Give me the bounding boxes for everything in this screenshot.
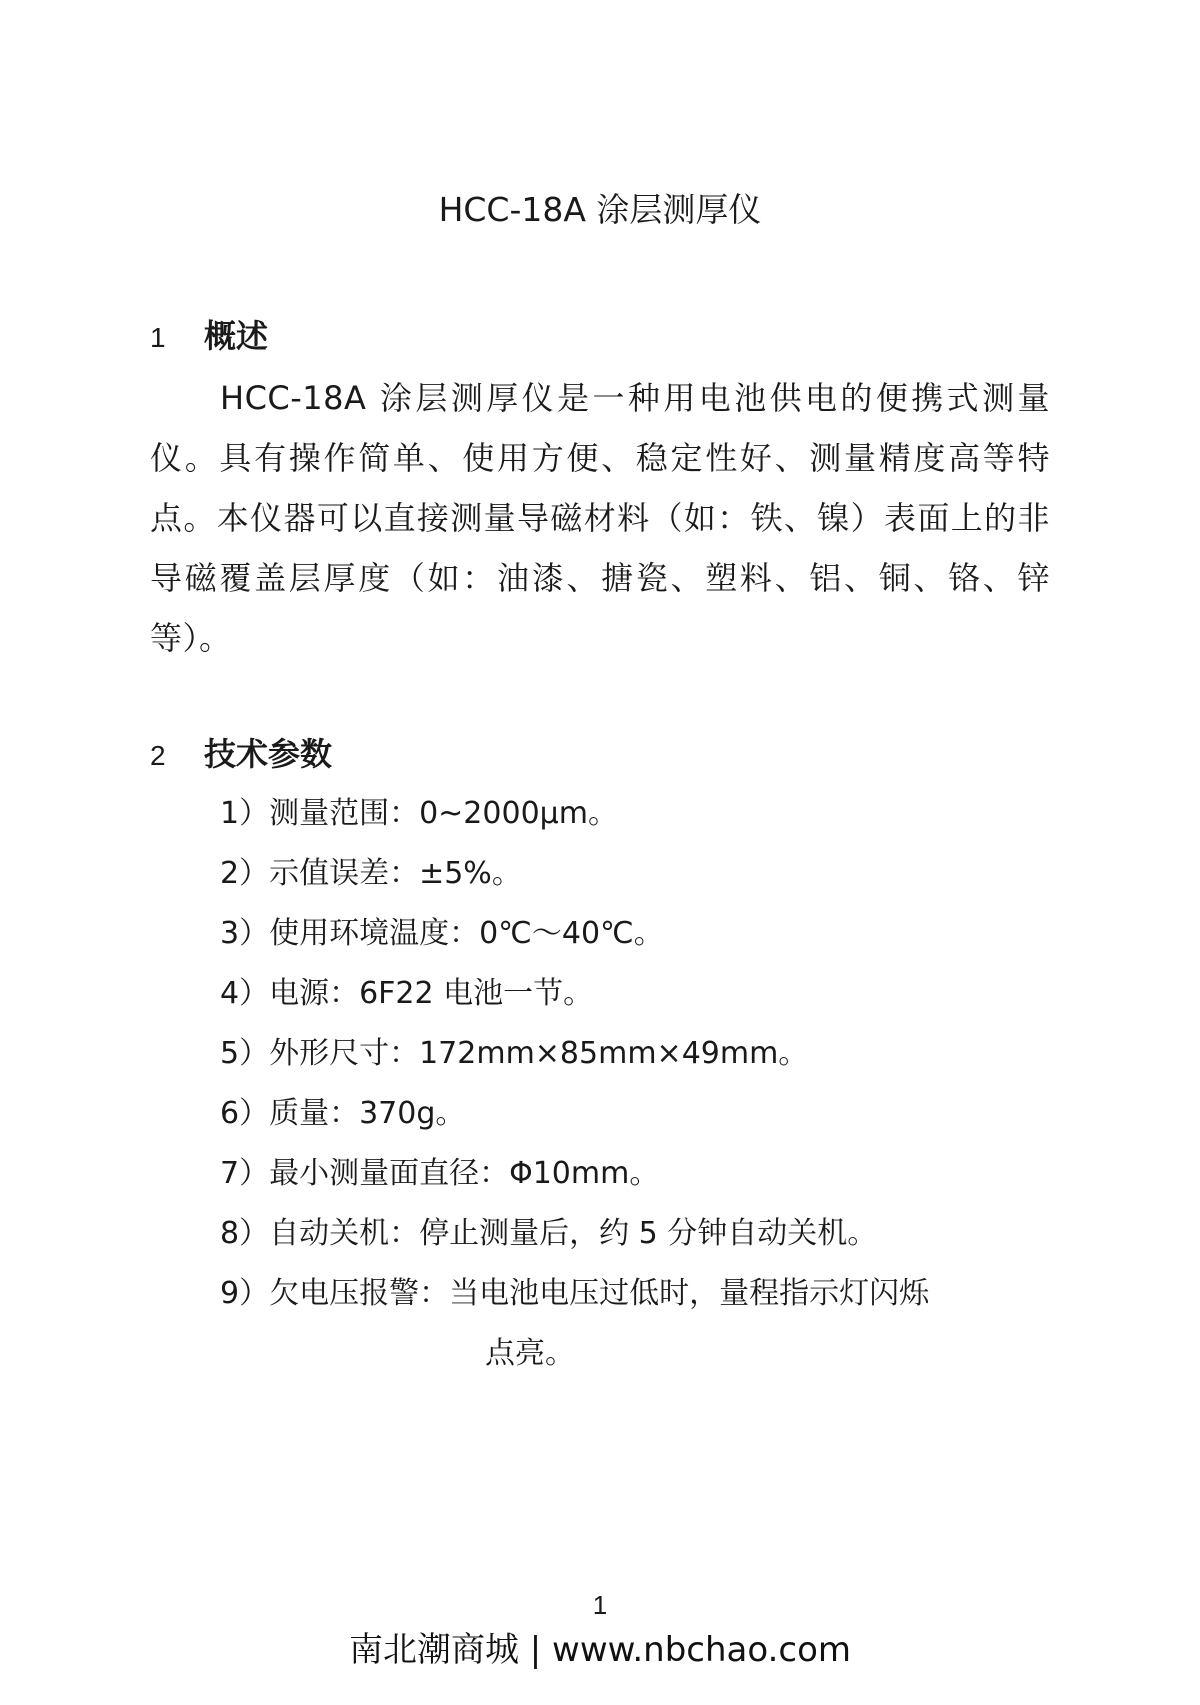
spec-item-continuation: 点亮。 xyxy=(485,1336,575,1371)
spec-item: 6）质量：370g。 xyxy=(220,1096,466,1131)
spec-item: 8）自动关机：停止测量后，约 5 分钟自动关机。 xyxy=(220,1216,878,1251)
overview-paragraph: HCC-18A 涂层测厚仪是一种用电池供电的便携式测量仪。具有操作简单、使用方便、稳定性好、测量精度高等特点。本仪器可以直接测量导磁材料（如：铁、镍）表面上的非导磁覆盖层厚度（如：油漆、搪瓷、塑料、铝、铜、铬、锌等）。 xyxy=(150,379,1050,657)
section-number: 1 xyxy=(150,322,166,353)
footer-watermark: 南北潮商城 | www.nbchao.com xyxy=(348,1630,851,1670)
section-heading-specs xyxy=(150,734,332,776)
section-heading-overview xyxy=(150,316,268,358)
spec-item: 1）测量范围：0~2000μm。 xyxy=(220,796,618,831)
section-number: 2 xyxy=(150,740,166,771)
spec-item: 2）示值误差：±5%。 xyxy=(220,856,522,891)
page-title: HCC-18A 涂层测厚仪 xyxy=(438,190,762,229)
spec-item: 5）外形尺寸：172mm×85mm×49mm。 xyxy=(220,1036,809,1071)
section-title: 概述 xyxy=(204,317,269,355)
section-title: 技术参数 xyxy=(204,735,333,773)
spec-list xyxy=(220,784,1060,1384)
spec-item: 7）最小测量面直径：Φ10mm。 xyxy=(220,1156,660,1191)
spec-item: 4）电源：6F22 电池一节。 xyxy=(220,976,594,1011)
spec-item: 3）使用环境温度：0℃～40℃。 xyxy=(220,916,664,951)
spec-item-text: 9）欠电压报警：当电池电压过低时，量程指示灯闪烁 xyxy=(220,1276,930,1311)
page-number: 1 xyxy=(592,1590,608,1620)
spec-item-undervoltage xyxy=(220,1264,1060,1384)
